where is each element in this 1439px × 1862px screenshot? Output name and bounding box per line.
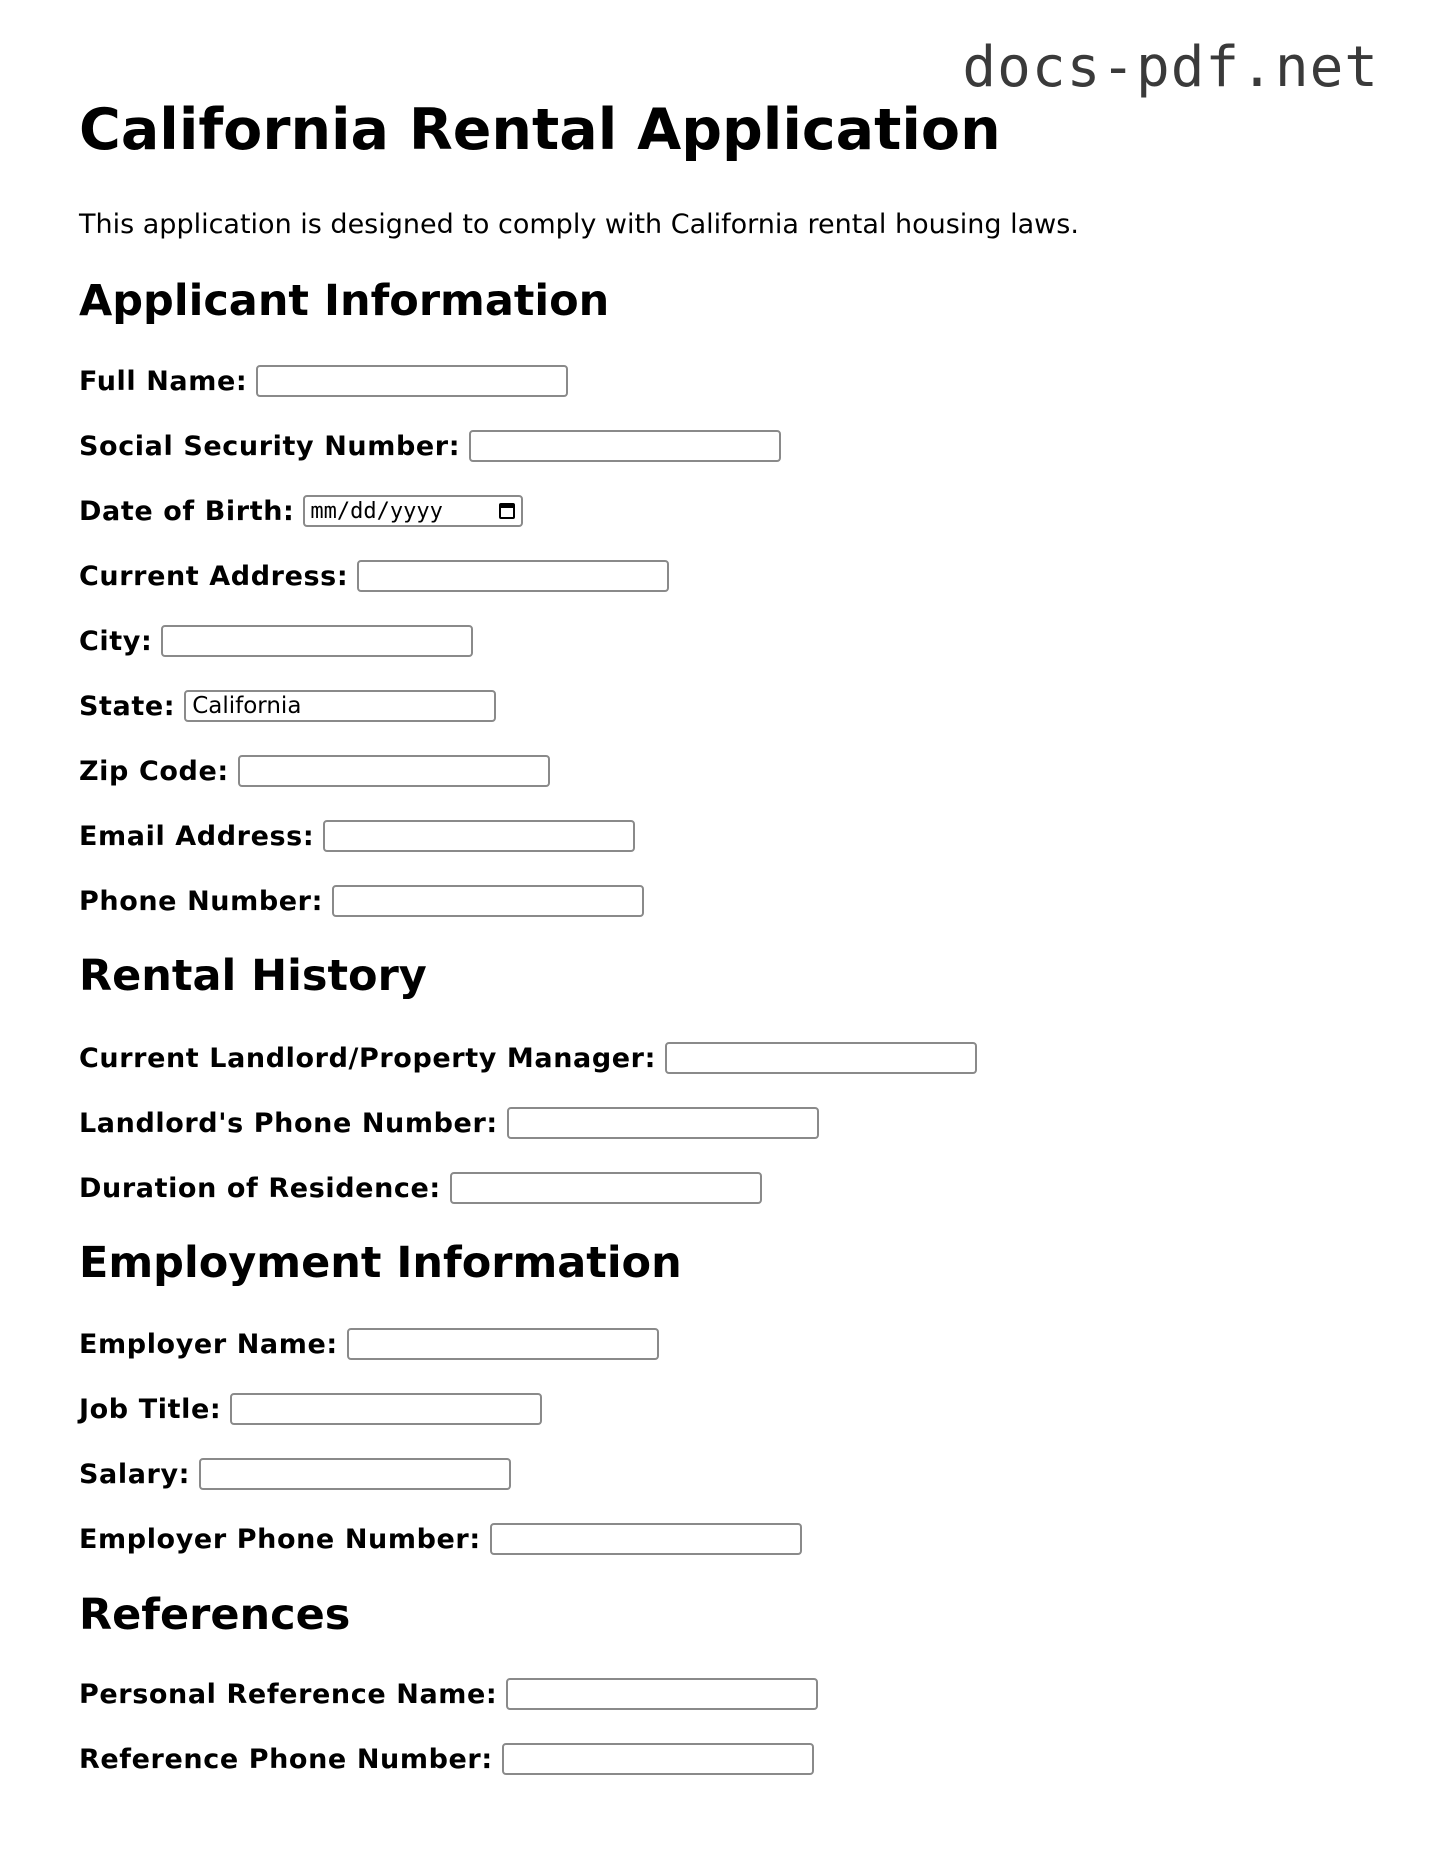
ref-name-label: Personal Reference Name: [79, 1678, 498, 1710]
duration-input[interactable] [450, 1172, 762, 1204]
section-heading-applicant: Applicant Information [79, 276, 610, 326]
ssn-row [79, 426, 781, 466]
section-heading-rental-history: Rental History [79, 951, 427, 1001]
calendar-icon[interactable] [499, 503, 515, 519]
zip-input[interactable] [238, 755, 550, 787]
job-title-input[interactable] [230, 1393, 542, 1425]
ssn-input[interactable] [469, 430, 781, 462]
phone-label: Phone Number: [79, 885, 323, 917]
landlord-phone-row [79, 1103, 819, 1143]
full-name-row [79, 361, 568, 401]
full-name-input[interactable] [256, 365, 568, 397]
city-label: City: [79, 625, 153, 657]
dob-label: Date of Birth: [79, 495, 295, 527]
ref-name-input[interactable] [506, 1678, 818, 1710]
watermark: docs-pdf.net [962, 35, 1379, 100]
employer-phone-row [79, 1519, 802, 1559]
dob-input[interactable] [303, 495, 523, 527]
ssn-label: Social Security Number: [79, 430, 461, 462]
state-input[interactable]: California [184, 690, 496, 722]
dob-row [79, 491, 523, 531]
email-row [79, 816, 635, 856]
email-input[interactable] [323, 820, 635, 852]
address-row [79, 556, 669, 596]
employer-phone-label: Employer Phone Number: [79, 1523, 481, 1555]
landlord-row [79, 1038, 977, 1078]
ref-name-row [79, 1674, 818, 1714]
employer-row [79, 1324, 659, 1364]
city-input[interactable] [161, 625, 473, 657]
ref-phone-label: Reference Phone Number: [79, 1743, 493, 1775]
zip-row [79, 751, 550, 791]
dob-placeholder: mm/dd/yyyy [310, 498, 443, 524]
email-label: Email Address: [79, 820, 315, 852]
landlord-input[interactable] [665, 1042, 977, 1074]
landlord-label: Current Landlord/Property Manager: [79, 1042, 656, 1074]
salary-input[interactable] [199, 1458, 511, 1490]
intro-text: This application is designed to comply with California rental housing laws. [79, 209, 1079, 240]
salary-label: Salary: [79, 1458, 191, 1490]
employer-label: Employer Name: [79, 1328, 338, 1360]
duration-row [79, 1168, 762, 1208]
job-title-label: Job Title: [79, 1393, 222, 1425]
ref-phone-input[interactable] [502, 1743, 814, 1775]
address-input[interactable] [357, 560, 669, 592]
landlord-phone-input[interactable] [507, 1107, 819, 1139]
employer-phone-input[interactable] [490, 1523, 802, 1555]
zip-label: Zip Code: [79, 755, 229, 787]
state-row [79, 686, 496, 726]
address-label: Current Address: [79, 560, 349, 592]
phone-row [79, 881, 644, 921]
duration-label: Duration of Residence: [79, 1172, 441, 1204]
landlord-phone-label: Landlord's Phone Number: [79, 1107, 498, 1139]
page-title: California Rental Application [79, 97, 1001, 163]
section-heading-references: References [79, 1590, 351, 1640]
city-row [79, 621, 473, 661]
salary-row [79, 1454, 511, 1494]
phone-input[interactable] [332, 885, 644, 917]
job-title-row [79, 1389, 542, 1429]
employer-input[interactable] [347, 1328, 659, 1360]
section-heading-employment: Employment Information [79, 1238, 682, 1288]
full-name-label: Full Name: [79, 365, 248, 397]
ref-phone-row [79, 1739, 814, 1779]
state-label: State: [79, 690, 176, 722]
